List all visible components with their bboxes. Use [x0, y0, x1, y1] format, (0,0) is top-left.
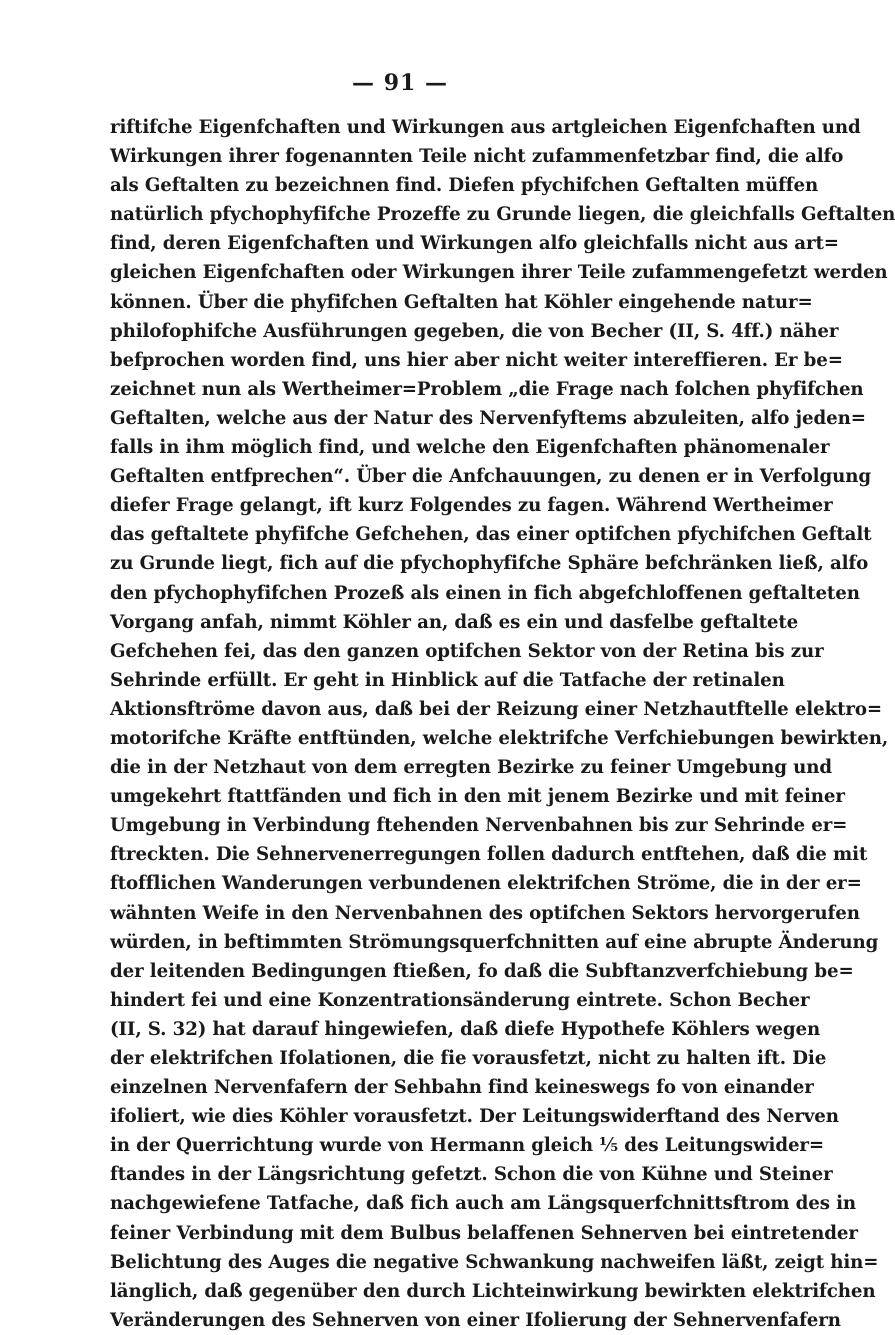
text-line: feiner Verbindung mit dem Bulbus belaffenen Sehnerven bei eintretender [110, 1222, 858, 1244]
text-line: die in der Netzhaut von dem erregten Bezirke zu feiner Umgebung und [110, 757, 832, 779]
text-line: würden, in beftimmten Strömungsquerfchnitten auf eine abrupte Änderung [110, 931, 879, 953]
body-text [110, 113, 895, 1335]
text-line: in der Querrichtung wurde von Hermann gleich ⅕ des Leitungswider= [110, 1135, 825, 1157]
text-line: natürlich pfychophyfifche Prozeffe zu Grunde liegen, die gleichfalls Geftalten [110, 204, 895, 226]
text-line: ifoliert, wie dies Köhler vorausfetzt. Der Leitungswiderftand des Nerven [110, 1106, 839, 1128]
text-line: der leitenden Bedingungen ftießen, fo daß die Subftanzverfchiebung be= [110, 960, 854, 982]
text-line: Gefchehen fei, das den ganzen optifchen Sektor von der Retina bis zur [110, 640, 824, 662]
text-line: ftandes in der Längsrichtung gefetzt. Schon die von Kühne und Steiner [110, 1164, 833, 1186]
text-line: find, deren Eigenfchaften und Wirkungen alfo gleichfalls nicht aus art= [110, 233, 839, 255]
text-line: hindert fei und eine Konzentrationsänderung eintrete. Schon Becher [110, 989, 810, 1011]
text-line: philofophifche Ausführungen gegeben, die von Becher (II, S. 4ff.) näher [110, 320, 839, 342]
page-number: — 91 — [352, 70, 448, 96]
text-line: riftifche Eigenfchaften und Wirkungen aus artgleichen Eigenfchaften und [110, 117, 861, 138]
text-line: Veränderungen des Sehnerven von einer Ifolierung der Sehnervenfafern [110, 1309, 841, 1331]
text-line: falls in ihm möglich find, und welche den Eigenfchaften phänomenaler [110, 437, 830, 459]
text-line: Geftalten, welche aus der Natur des Nervenfyftems abzuleiten, alfo jeden= [110, 407, 866, 429]
text-line: gleichen Eigenfchaften oder Wirkungen ihrer Teile zufammengefetzt werden [110, 262, 888, 284]
text-line: Vorgang anfah, nimmt Köhler an, daß es ein und dasfelbe geftaltete [110, 611, 799, 633]
text-line: ftreckten. Die Sehnervenerregungen follen dadurch entftehen, daß die mit [110, 844, 868, 866]
text-line: nachgewiefene Tatfache, daß fich auch am Längsquerfchnittsftrom des in [110, 1193, 857, 1215]
text-line: (II, S. 32) hat darauf hingewiefen, daß diefe Hypothefe Köhlers wegen [110, 1018, 821, 1040]
text-line: länglich, daß gegenüber den durch Lichteinwirkung bewirkten elektrifchen [110, 1280, 876, 1302]
text-line: Sehrinde erfüllt. Er geht in Hinblick auf die Tatfache der retinalen [110, 669, 785, 691]
text-line: Wirkungen ihrer fogenannten Teile nicht zufammenfetzbar find, die alfo [110, 146, 844, 168]
text-line: können. Über die phyfifchen Geftalten hat Köhler eingehende natur= [110, 291, 813, 313]
text-line: Umgebung in Verbindung ftehenden Nervenbahnen bis zur Sehrinde er= [110, 815, 848, 837]
text-line: befprochen worden find, uns hier aber nicht weiter intereffieren. Er be= [110, 349, 843, 371]
text-line: umgekehrt ftattfänden und fich in den mit jenem Bezirke und mit feiner [110, 786, 845, 808]
text-line: als Geftalten zu bezeichnen find. Diefen pfychifchen Geftalten müffen [110, 175, 819, 197]
text-line: einzelnen Nervenfafern der Sehbahn find keineswegs fo von einander [110, 1077, 814, 1099]
text-line: ftofflichen Wanderungen verbundenen elektrifchen Ströme, die in der er= [110, 873, 862, 895]
text-line: zu Grunde liegt, fich auf die pfychophyfifche Sphäre befchränken ließ, alfo [110, 553, 869, 575]
text-line: der elektrifchen Ifolationen, die fie vorausfetzt, nicht zu halten ift. Die [110, 1048, 827, 1069]
text-line: wähnten Weife in den Nervenbahnen des optifchen Sektors hervorgerufen [110, 902, 860, 924]
text-line: zeichnet nun als Wertheimer=Problem „die Frage nach folchen phyfifchen [110, 378, 864, 400]
text-line: das geftaltete phyfifche Gefchehen, das einer optifchen pfychifchen Geftalt [110, 524, 872, 546]
text-line: Aktionsftröme davon aus, daß bei der Reizung einer Netzhautftelle elektro= [110, 698, 883, 720]
text-line: motorifche Kräfte entftünden, welche elektrifche Verfchiebungen bewirkten, [110, 727, 889, 749]
text-line: diefer Frage gelangt, ift kurz Folgendes zu fagen. Während Wertheimer [110, 495, 833, 517]
text-line: den pfychophyfifchen Prozeß als einen in fich abgefchloffenen geftalteten [110, 582, 860, 604]
text-line: Belichtung des Auges die negative Schwankung nachweifen läßt, zeigt hin= [110, 1251, 879, 1273]
text-line: Geftalten entfprechen“. Über die Anfchauungen, zu denen er in Verfolgung [110, 466, 871, 488]
